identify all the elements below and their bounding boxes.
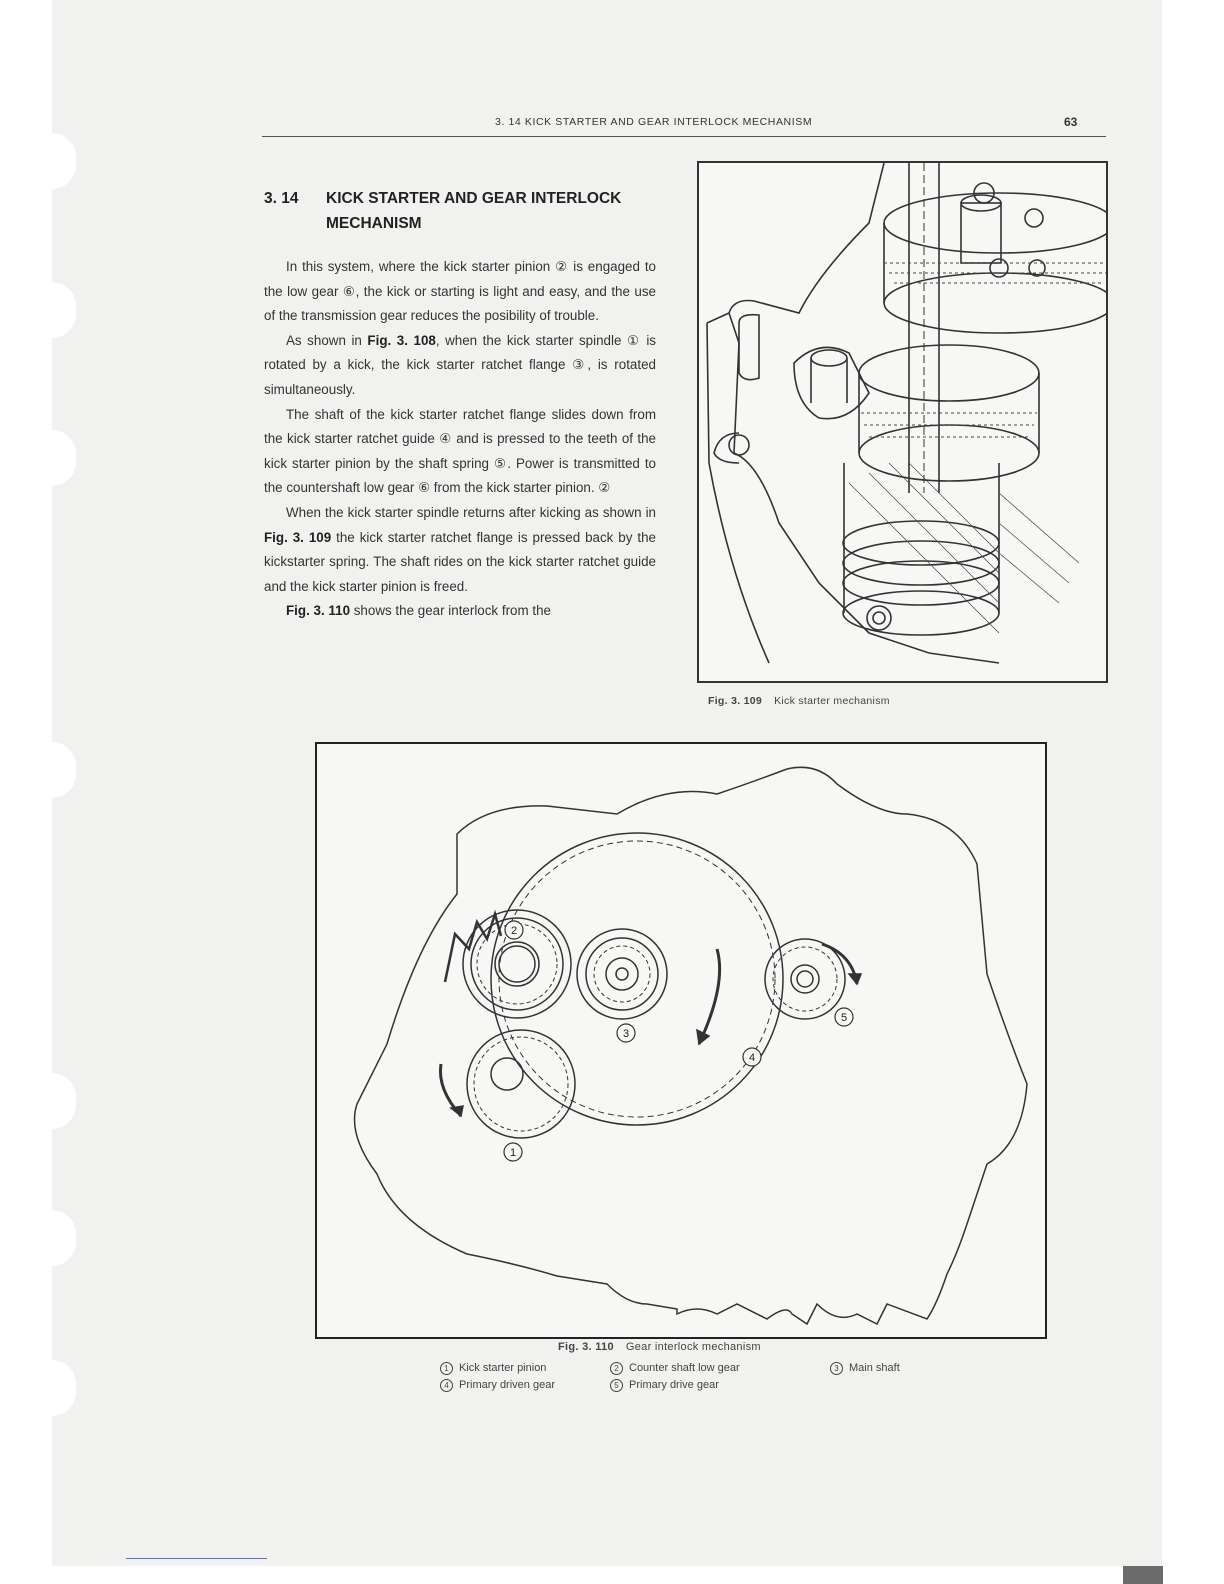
callout-5: 5 [840,1012,848,1024]
figure-kick-starter-illustration [697,161,1108,683]
running-header: 3. 14 KICK STARTER AND GEAR INTERLOCK MECHANISM [495,116,813,128]
callout-2: 2 [510,925,518,937]
corner-block [1123,1566,1163,1584]
caption-text: Gear interlock mechanism [625,1341,761,1353]
gear-interlock-drawing [317,744,1045,1337]
figure-reference: Fig. 3. 108 [367,332,436,348]
legend-marker: 2 [610,1362,623,1375]
body-text [264,255,656,624]
figure-gear-interlock-diagram [315,742,1047,1339]
callout-4: 4 [748,1052,756,1064]
section-title-line1: KICK STARTER AND GEAR INTERLOCK [326,190,622,207]
section-title-line2: MECHANISM [326,215,422,232]
figure-reference: Fig. 3. 109 [264,529,332,545]
legend-label: Main shaft [849,1362,900,1374]
legend-marker: 4 [440,1379,453,1392]
paragraph: Fig. 3. 110 shows the gear interlock from the [286,603,551,619]
legend-marker: 1 [440,1362,453,1375]
legend-marker: 3 [830,1362,843,1375]
legend-label: Primary driven gear [459,1379,555,1391]
paragraph: When the kick starter spindle returns after kicking as shown in Fig. 3. 109 the kick starter ratchet flange is pressed back by the kickstarter spring. The shaft rides on the kick starter ratchet guide and the kick starter pinion is freed. [264,504,657,594]
callout-1: 1 [509,1147,517,1159]
figure-caption [708,695,890,707]
page-number: 63 [1064,115,1078,129]
legend-label: Primary drive gear [629,1379,719,1391]
section-heading [264,186,664,236]
legend-item [610,1377,719,1394]
legend-item [830,1360,900,1377]
header-rule [262,136,1106,137]
paragraph: As shown in Fig. 3. 108, when the kick starter spindle ① is rotated by a kick, the kick starter ratchet flange ③, is rotated simultaneously. [264,332,657,397]
legend-item [610,1360,740,1377]
section-number: 3. 14 [264,190,299,207]
paragraph: In this system, where the kick starter pinion ② is engaged to the low gear ⑥, the kick or starting is light and easy, and the use of the transmission gear reduces the posibility of trouble. [264,259,656,324]
figure-reference: Fig. 3. 110 [286,603,351,619]
paragraph: The shaft of the kick starter ratchet flange slides down from the kick starter ratchet guide ④ and is pressed to the teeth of the kick starter pinion by the shaft spring ⑤. Power is transmitted to the countershaft low gear ⑥ from the kick starter pinion. ② [264,406,656,496]
figure-caption [558,1341,761,1353]
kick-starter-drawing [699,163,1106,681]
legend-label: Kick starter pinion [459,1362,547,1374]
legend-item [440,1360,546,1377]
legend-label: Counter shaft low gear [629,1362,740,1374]
legend-item [440,1377,555,1394]
figure-number: Fig. 3. 109 [708,695,763,707]
figure-number: Fig. 3. 110 [558,1341,614,1353]
bottom-link-line [126,1558,267,1559]
caption-text: Kick starter mechanism [774,695,890,707]
legend-marker: 5 [610,1379,623,1392]
callout-3: 3 [622,1028,630,1040]
